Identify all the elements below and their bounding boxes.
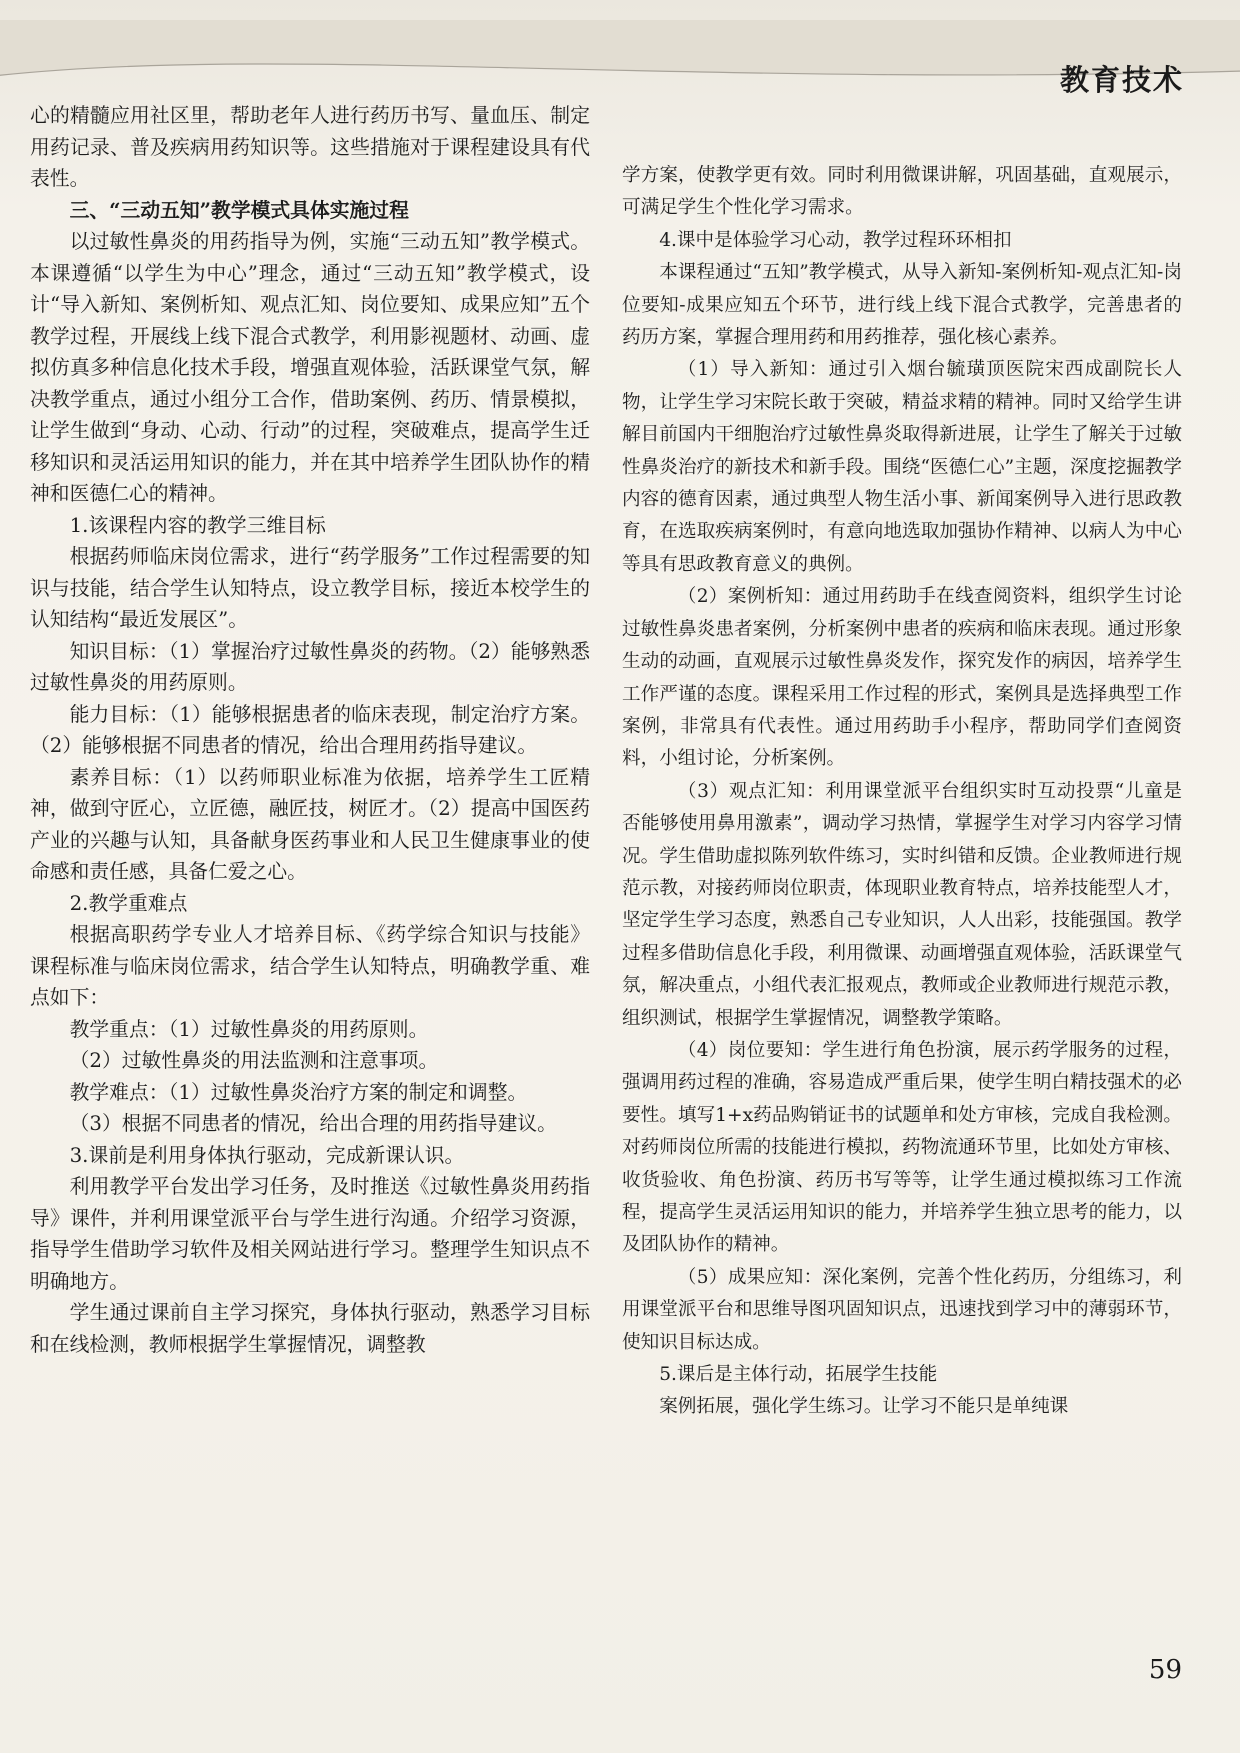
paragraph: （3）观点汇知：利用课堂派平台组织实时互动投票“儿童是否能够使用鼻用激素”，调动学习热情，掌握学生对学习内容学习情况。学生借助虚拟陈列软件练习，实时纠错和反馈。企业教师进行规范示教，对接药师岗位职责，体现职业教育特点，培养技能型人才，坚定学生学习态度，熟悉自己专业知识，人人出彩，技能强国。教学过程多借助信息化手段，利用微课、动画增强直观体验，活跃课堂气氛，解决重点，小组代表汇报观点，教师或企业教师进行规范示教，组织测试，根据学生掌握情况，调整教学策略。 bbox=[622, 780, 1182, 1029]
paragraph: （2）过敏性鼻炎的用法监测和注意事项。 bbox=[69, 1049, 439, 1072]
paragraph: 2.教学重难点 bbox=[69, 891, 188, 915]
paragraph: 根据药师临床岗位需求，进行“药学服务”工作过程需要的知识与技能，结合学生认知特点，设立教学目标，接近本校学生的认知结构“最近发展区”。 bbox=[30, 545, 590, 631]
page-number: 59 bbox=[1148, 1655, 1182, 1685]
paragraph: （3）根据不同患者的情况，给出合理的用药指导建议。 bbox=[69, 1112, 557, 1135]
paragraph: 能力目标：（1）能够根据患者的临床表现，制定治疗方案。（2）能够根据不同患者的情况，给出合理用药指导建议。 bbox=[30, 702, 590, 757]
paragraph: 3.课前是利用身体执行驱动，完成新课认识。 bbox=[69, 1143, 465, 1167]
left-text-column bbox=[30, 100, 590, 1360]
paragraph: 案例拓展，强化学生练习。让学习不能只是单纯课 bbox=[659, 1396, 1069, 1418]
paragraph: 教学难点：（1）过敏性鼻炎治疗方案的制定和调整。 bbox=[69, 1080, 528, 1104]
right-text-column bbox=[622, 160, 1182, 1424]
paragraph: （1）导入新知：通过引入烟台毓璜顶医院宋西成副院长人物，让学生学习宋院长敢于突破，精益求精的精神。同时又给学生讲解目前国内干细胞治疗过敏性鼻炎取得新进展，让学生了解关于过敏性鼻炎治疗的新技术和新手段。围绕“医德仁心”主题，深度挖掘教学内容的德育因素，通过典型人物生活小事、新闻案例导入进行思政教育，在选取疾病案例时，有意向地选取加强协作精神、以病人为中心等具有思政教育意义的典例。 bbox=[622, 359, 1182, 575]
paragraph: 1.该课程内容的教学三维目标 bbox=[69, 513, 326, 537]
paragraph: 利用教学平台发出学习任务，及时推送《过敏性鼻炎用药指导》课件，并利用课堂派平台与学生进行沟通。介绍学习资源，指导学生借助学习软件及相关网站进行学习。整理学生知识点不明确地方。 bbox=[30, 1175, 590, 1293]
section-header-title: 教育技术 bbox=[1059, 63, 1184, 97]
paragraph: （2）案例析知：通过用药助手在线查阅资料，组织学生讨论过敏性鼻炎患者案例，分析案例中患者的疾病和临床表现。通过形象生动的动画，直观展示过敏性鼻炎发作，探究发作的病因，培养学生工作严谨的态度。课程采用工作过程的形式，案例具是选择典型工作案例，非常具有代表性。通过用药助手小程序，帮助同学们查阅资料，小组讨论，分析案例。 bbox=[622, 586, 1182, 770]
paragraph: （4）岗位要知：学生进行角色扮演，展示药学服务的过程，强调用药过程的准确，容易造成严重后果，使学生明白精技强术的必要性。填写1+x药品购销证书的试题单和处方审核，完成自我检测。对药师岗位所需的技能进行模拟，药物流通环节里，比如处方审核、收货验收、角色扮演、药历书写等等，让学生通过模拟练习工作流程，提高学生灵活运用知识的能力，并培养学生独立思考的能力，以及团队协作的精神。 bbox=[622, 1039, 1182, 1256]
paragraph: 本课程通过“五知”教学模式，从导入新知-案例析知-观点汇知-岗位要知-成果应知五个环节，进行线上线下混合式教学，完善患者的药历方案，掌握合理用药和用药推荐，强化核心素养。 bbox=[622, 262, 1182, 349]
paragraph: 5.课后是主体行动，拓展学生技能 bbox=[659, 1364, 938, 1386]
paragraph: 以过敏性鼻炎的用药指导为例，实施“三动五知”教学模式。本课遵循“以学生为中心”理念，通过“三动五知”教学模式，设计“导入新知、案例析知、观点汇知、岗位要知、成果应知”五个教学过程，开展线上线下混合式教学，利用影视题材、动画、虚拟仿真多种信息化技术手段，增强直观体验，活跃课堂气氛，解决教学重点，通过小组分工合作，借助案例、药历、情景模拟，让学生做到“身动、心动、行动”的过程，突破难点，提高学生迁移知识和灵活运用知识的能力，并在其中培养学生团队协作的精神和医德仁心的精神。 bbox=[30, 230, 590, 505]
paragraph: （5）成果应知：深化案例，完善个性化药历，分组练习，利用课堂派平台和思维导图巩固知识点，迅速找到学习中的薄弱环节，使知识目标达成。 bbox=[622, 1266, 1182, 1353]
paragraph: 素养目标：（1）以药师职业标准为依据，培养学生工匠精神，做到守匠心，立匠德，融匠技，树匠才。（2）提高中国医药产业的兴趣与认知，具备献身医药事业和人民卫生健康事业的使命感和责任感，具备仁爱之心。 bbox=[30, 765, 590, 883]
paragraph: 教学重点：（1）过敏性鼻炎的用药原则。 bbox=[69, 1017, 429, 1041]
paragraph: 知识目标：（1）掌握治疗过敏性鼻炎的药物。（2）能够熟悉过敏性鼻炎的用药原则。 bbox=[30, 639, 590, 694]
paragraph: 4.课中是体验学习心动，教学过程环环相扣 bbox=[659, 229, 1012, 251]
paragraph: 三、“三动五知”教学模式具体实施过程 bbox=[69, 197, 409, 222]
paragraph: 学方案，使教学更有效。同时利用微课讲解，巩固基础，直观展示，可满足学生个性化学习需求。 bbox=[622, 165, 1182, 219]
paragraph: 心的精髓应用社区里，帮助老年人进行药历书写、量血压、制定用药记录、普及疾病用药知识等。这些措施对于课程建设具有代表性。 bbox=[30, 104, 590, 190]
paragraph: 根据高职药学专业人才培养目标、《药学综合知识与技能》课程标准与临床岗位需求，结合学生认知特点，明确教学重、难点如下： bbox=[30, 923, 590, 1009]
paragraph: 学生通过课前自主学习探究，身体执行驱动，熟悉学习目标和在线检测，教师根据学生掌握情况，调整教 bbox=[30, 1301, 590, 1356]
